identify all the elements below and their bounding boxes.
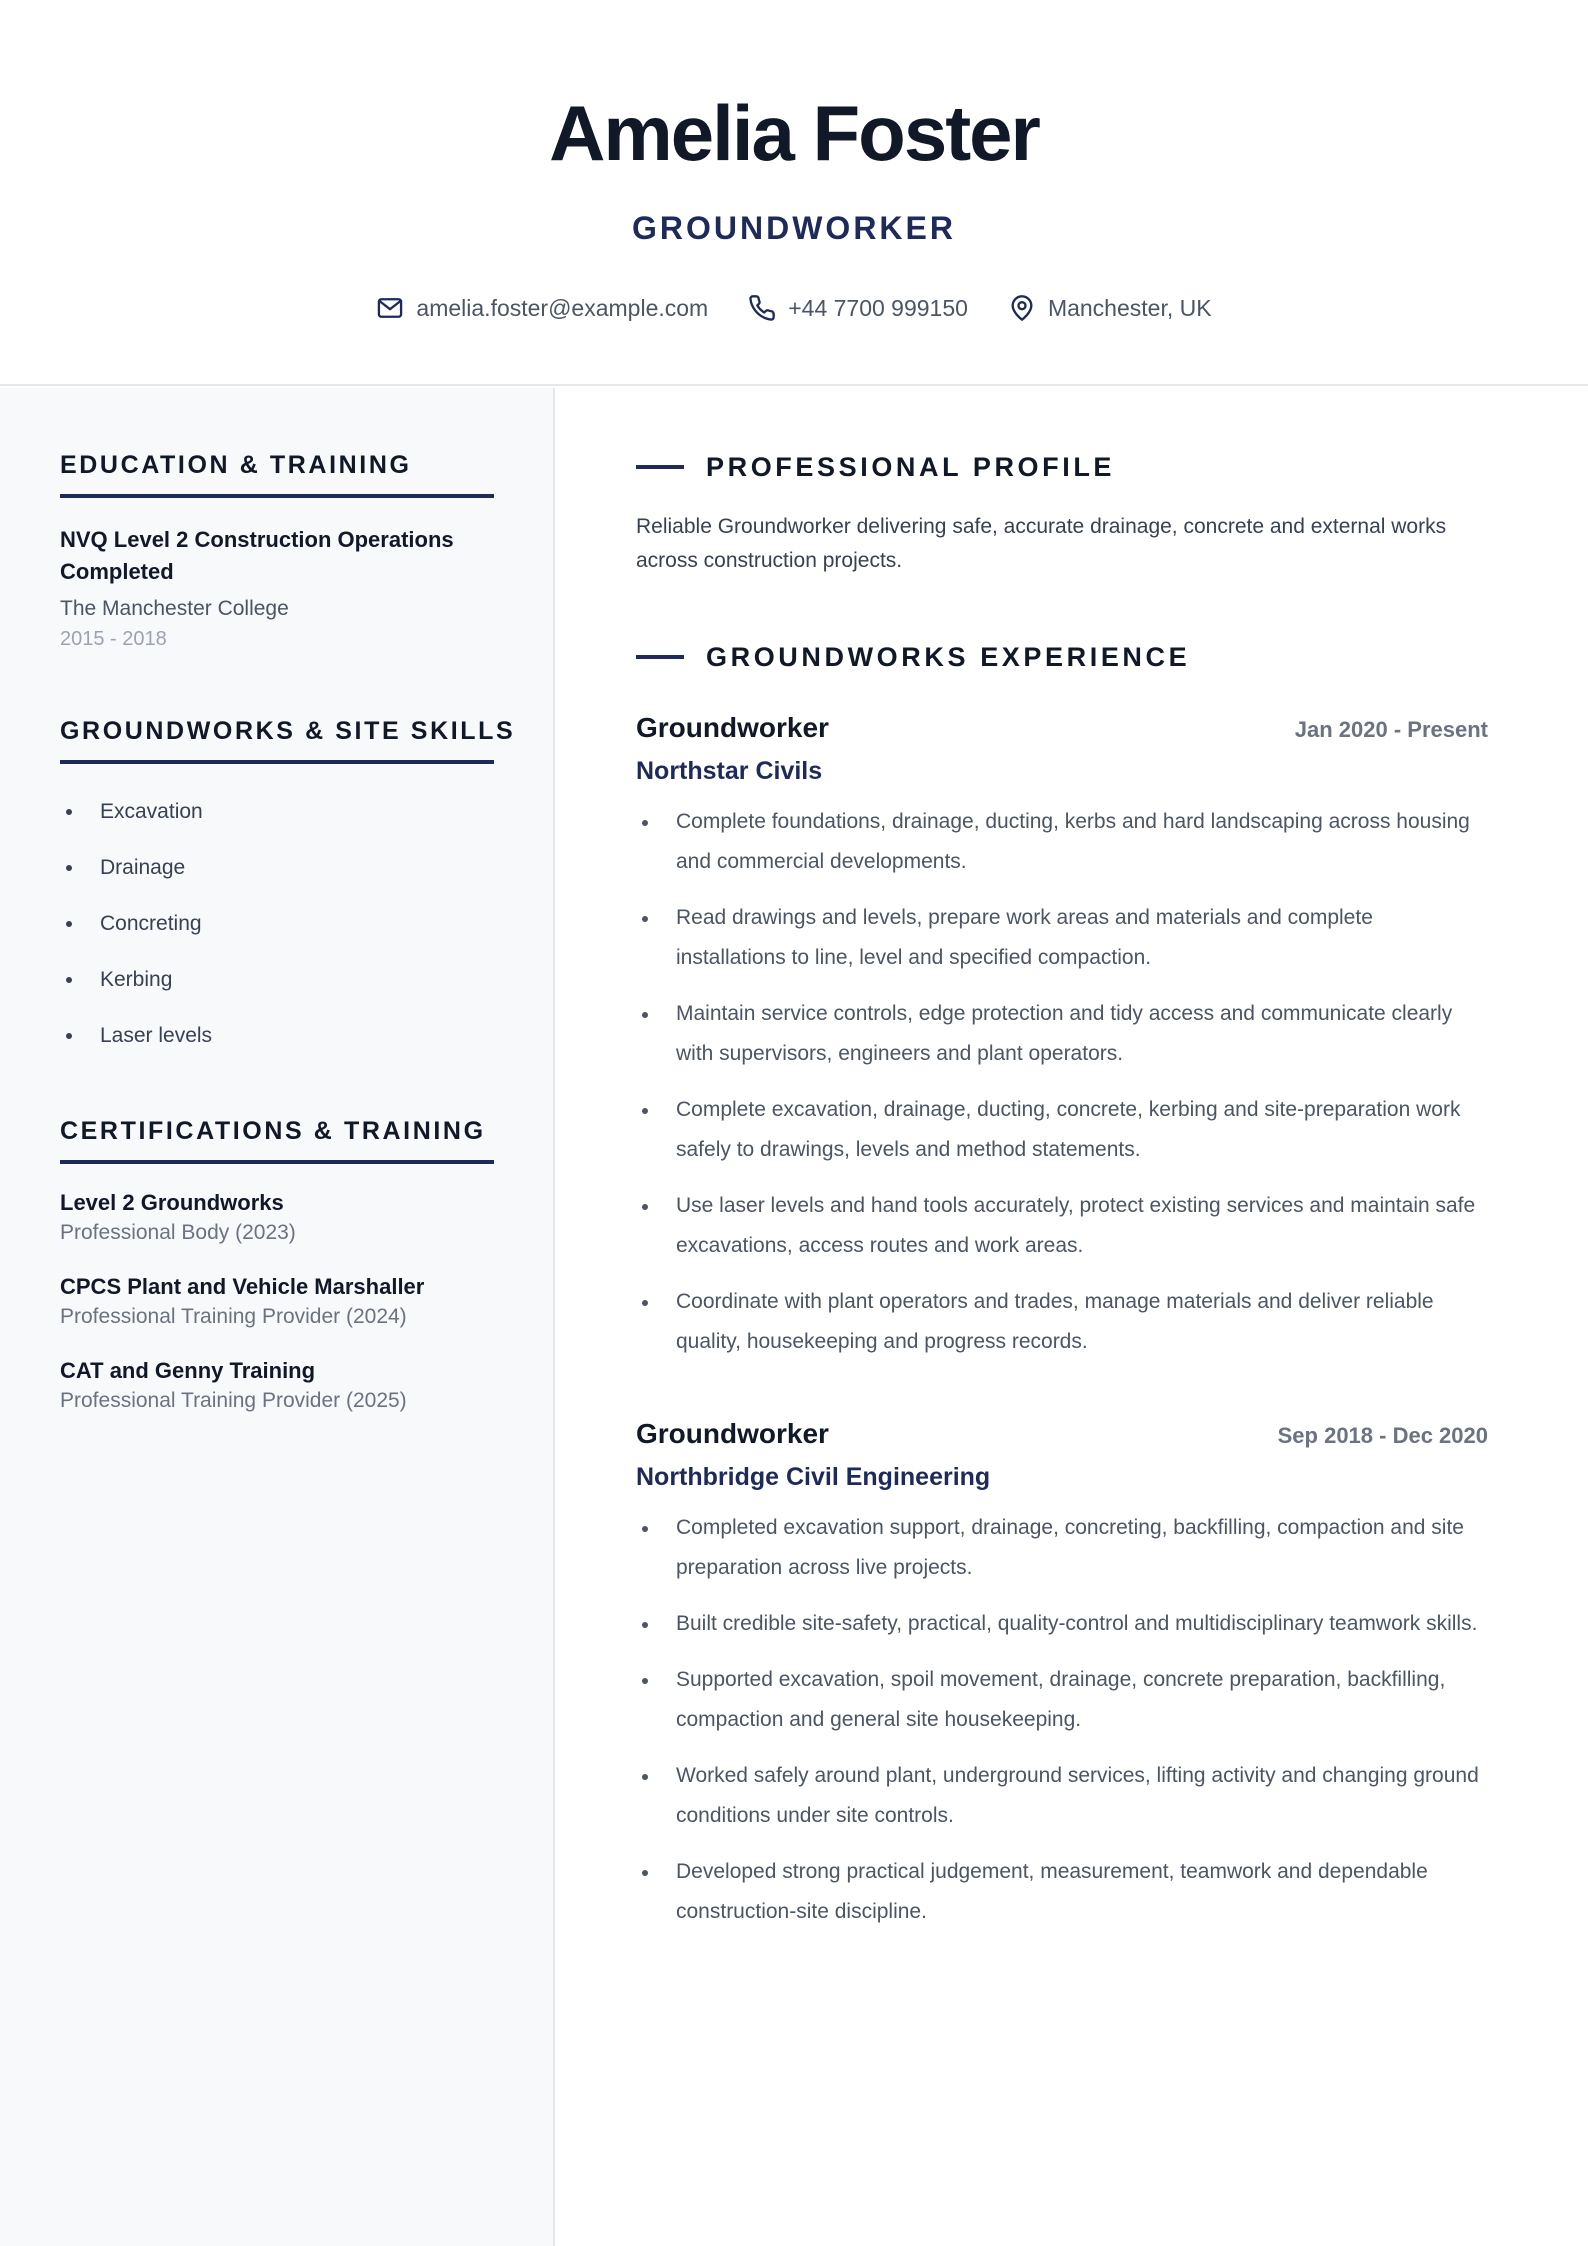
skill-item: Laser levels — [60, 1008, 494, 1064]
profile-summary: Reliable Groundworker delivering safe, accurate drainage, concrete and external works across construction projects. — [636, 515, 1447, 572]
job-bullet: Complete excavation, drainage, ducting, concrete, kerbing and site-preparation work safely to drawings, levels and method statements. — [636, 1090, 1488, 1170]
education-heading: EDUCATION & TRAINING — [60, 450, 494, 498]
certification-item — [60, 1356, 494, 1416]
heading-rule — [636, 465, 684, 469]
education-section — [60, 450, 494, 654]
job-entry — [636, 710, 1488, 1378]
job-bullet: Completed excavation support, drainage, concreting, backfilling, compaction and site preparation across live projects. — [636, 1508, 1488, 1588]
education-dates: 2015 - 2018 — [60, 628, 167, 650]
experience-heading — [636, 640, 1190, 674]
phone-text: +44 7700 999150 — [788, 295, 968, 321]
candidate-name: Amelia Foster — [549, 89, 1039, 177]
skill-item: Excavation — [60, 784, 494, 840]
education-degree: NVQ Level 2 Construction Operations Completed — [60, 527, 454, 584]
education-school: The Manchester College — [60, 597, 289, 620]
contact-bar — [0, 290, 1588, 326]
skill-item: Kerbing — [60, 952, 494, 1008]
job-company: Northstar Civils — [636, 757, 823, 785]
mail-icon — [376, 294, 404, 322]
certification-name: CAT and Genny Training — [60, 1358, 316, 1383]
job-bullet: Complete foundations, drainage, ducting, kerbs and hard landscaping across housing and commercial developments. — [636, 802, 1488, 882]
email-text: amelia.foster@example.com — [416, 295, 709, 321]
job-bullet: Developed strong practical judgement, measurement, teamwork and dependable construction-site discipline. — [636, 1852, 1488, 1932]
skill-item: Drainage — [60, 840, 494, 896]
job-bullets — [636, 1508, 1488, 1932]
job-title: Groundworker — [636, 712, 829, 743]
candidate-role: GROUNDWORKER — [632, 210, 956, 246]
profile-heading-text: PROFESSIONAL PROFILE — [706, 452, 1116, 482]
job-header — [636, 1416, 1488, 1452]
certification-org: Professional Training Provider (2024) — [60, 1305, 407, 1328]
skills-list — [60, 784, 494, 1064]
job-entry — [636, 1416, 1488, 1948]
profile-heading — [636, 450, 1115, 484]
job-title: Groundworker — [636, 1418, 829, 1449]
job-bullet: Coordinate with plant operators and trades, manage materials and deliver reliable quality, housekeeping and progress records. — [636, 1282, 1488, 1362]
sidebar — [0, 388, 555, 2246]
certification-item — [60, 1272, 494, 1332]
certifications-section — [60, 1116, 494, 1416]
location-text: Manchester, UK — [1047, 295, 1212, 321]
certification-org: Professional Body (2023) — [60, 1221, 296, 1244]
job-company: Northbridge Civil Engineering — [636, 1463, 991, 1491]
phone-icon — [748, 294, 776, 322]
skill-item: Concreting — [60, 896, 494, 952]
job-bullet: Read drawings and levels, prepare work areas and materials and complete installations to line, level and specified compaction. — [636, 898, 1488, 978]
job-bullet: Supported excavation, spoil movement, drainage, concrete preparation, backfilling, compaction and general site housekeeping. — [636, 1660, 1488, 1740]
resume-header — [0, 0, 1588, 386]
job-bullet: Maintain service controls, edge protection and tidy access and communicate clearly with supervisors, engineers and plant operators. — [636, 994, 1488, 1074]
job-bullet: Worked safely around plant, underground services, lifting activity and changing ground conditions under site controls. — [636, 1756, 1488, 1836]
location-pin-icon — [1008, 294, 1036, 322]
contact-email[interactable] — [376, 290, 708, 326]
certification-item — [60, 1188, 494, 1248]
heading-rule — [636, 655, 684, 659]
contact-location — [1008, 290, 1212, 326]
certification-name: CPCS Plant and Vehicle Marshaller — [60, 1274, 425, 1299]
experience-heading-text: GROUNDWORKS EXPERIENCE — [706, 642, 1191, 672]
job-dates: Jan 2020 - Present — [1294, 717, 1488, 742]
skills-section — [60, 716, 516, 1064]
job-header — [636, 710, 1488, 746]
certifications-heading: CERTIFICATIONS & TRAINING — [60, 1116, 494, 1164]
skills-heading: GROUNDWORKS & SITE SKILLS — [60, 716, 494, 764]
certification-org: Professional Training Provider (2025) — [60, 1389, 407, 1412]
certification-name: Level 2 Groundworks — [60, 1190, 284, 1215]
job-dates: Sep 2018 - Dec 2020 — [1277, 1423, 1488, 1448]
job-bullets — [636, 802, 1488, 1362]
job-bullet: Use laser levels and hand tools accurately, protect existing services and maintain safe excavations, access routes and work areas. — [636, 1186, 1488, 1266]
job-bullet: Built credible site-safety, practical, quality-control and multidisciplinary teamwork skills. — [636, 1604, 1488, 1644]
contact-phone[interactable] — [748, 290, 968, 326]
